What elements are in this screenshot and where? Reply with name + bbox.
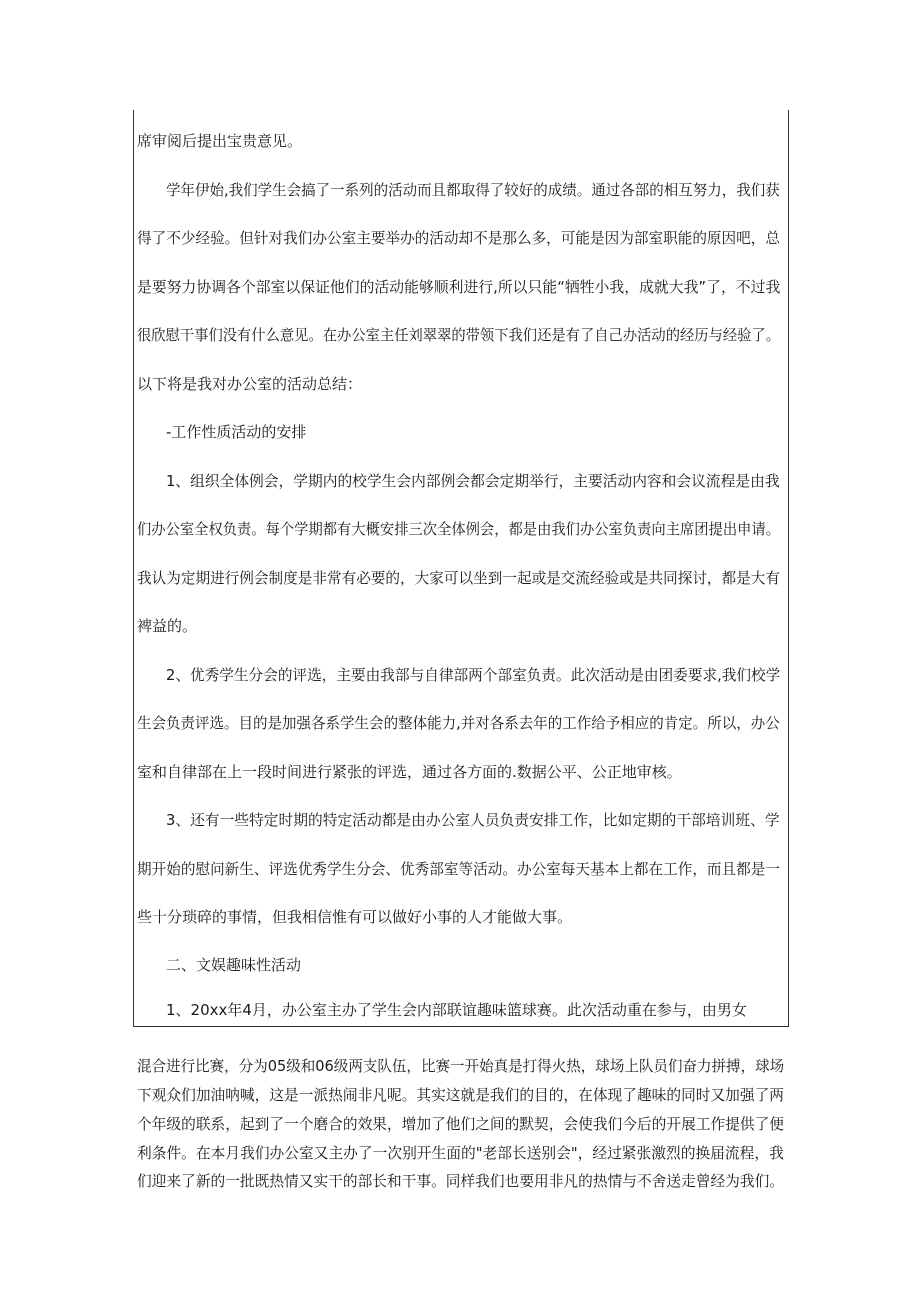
text-line: 们办公室全权负责。每个学期都有大概安排三次全体例会，都是由我们办公室负责向主席团提出申请。: [137, 520, 781, 538]
text-line: 1、组织全体例会，学期内的校学生会内部例会都会定期举行，主要活动内容和会议流程是由我: [166, 472, 780, 490]
section-heading: -工作性质活动的安排: [166, 423, 307, 441]
text-line: 个年级的联系，起到了一个磨合的效果，增加了他们之间的默契，会使我们今后的开展工作提供了便: [137, 1115, 785, 1133]
text-line: 学年伊始,我们学生会搞了一系列的活动而且都取得了较好的成绩。通过各部的相互努力，我们获: [166, 181, 780, 199]
text-line: 利条件。在本月我们办公室又主办了一次别开生面的"老部长送别会"，经过紧张激烈的换届流程，我: [137, 1144, 784, 1162]
text-line: 得了不少经验。但针对我们办公室主要举办的活动却不是那么多，可能是因为部室职能的原因吧，总: [137, 229, 781, 247]
text-line: 们迎来了新的一批既热情又实干的部长和干事。同样我们也要用非凡的热情与不舍送走曾经为我们。: [137, 1172, 785, 1190]
text-line: 很欣慰干事们没有什么意见。在办公室主任刘翠翠的带领下我们还是有了自己办活动的经历与经验了。: [137, 326, 781, 344]
text-line: 下观众们加油呐喊，这是一派热闹非凡呢。其实这就是我们的目的，在体现了趣味的同时又加强了两: [137, 1086, 785, 1104]
text-line: 席审阅后提出宝贵意见。: [137, 132, 303, 150]
text-line: 3、还有一些特定时期的特定活动都是由办公室人员负责安排工作，比如定期的干部培训班、学: [166, 811, 780, 829]
text-line: 2、优秀学生分会的评选，主要由我部与自律部两个部室负责。此次活动是由团委要求,我们校学: [166, 666, 781, 684]
text-line: 我认为定期进行例会制度是非常有必要的，大家可以坐到一起或是交流经验或是共同探讨，都是大有: [137, 569, 781, 587]
text-line: 裨益的。: [137, 617, 198, 635]
text-line: 混合进行比赛，分为05级和06级两支队伍，比赛一开始真是打得火热，球场上队员们奋力拼搏，球场: [137, 1057, 785, 1075]
text-line: 1、20xx年4月，办公室主办了学生会内部联谊趣味篮球赛。此次活动重在参与，由男女: [166, 1001, 747, 1019]
text-line: 以下将是我对办公室的活动总结：: [137, 375, 363, 393]
text-line: 生会负责评选。目的是加强各系学生会的整体能力,并对各系去年的工作给予相应的肯定。所以，办公: [137, 714, 780, 732]
text-line: 室和自律部在上一段时间进行紧张的评选，通过各方面的.数据公平、公正地审核。: [137, 763, 682, 781]
section-heading: 二、文娱趣味性活动: [166, 956, 302, 974]
text-line: 是要努力协调各个部室以保证他们的活动能够顺利进行,所以只能“牺牲小我，成就大我”了，不过我: [137, 278, 781, 296]
text-line: 期开始的慰问新生、评选优秀学生分会、优秀部室等活动。办公室每天基本上都在工作，而且都是一: [137, 860, 781, 878]
text-line: 些十分琐碎的事情，但我相信惟有可以做好小事的人才能做大事。: [137, 908, 573, 926]
